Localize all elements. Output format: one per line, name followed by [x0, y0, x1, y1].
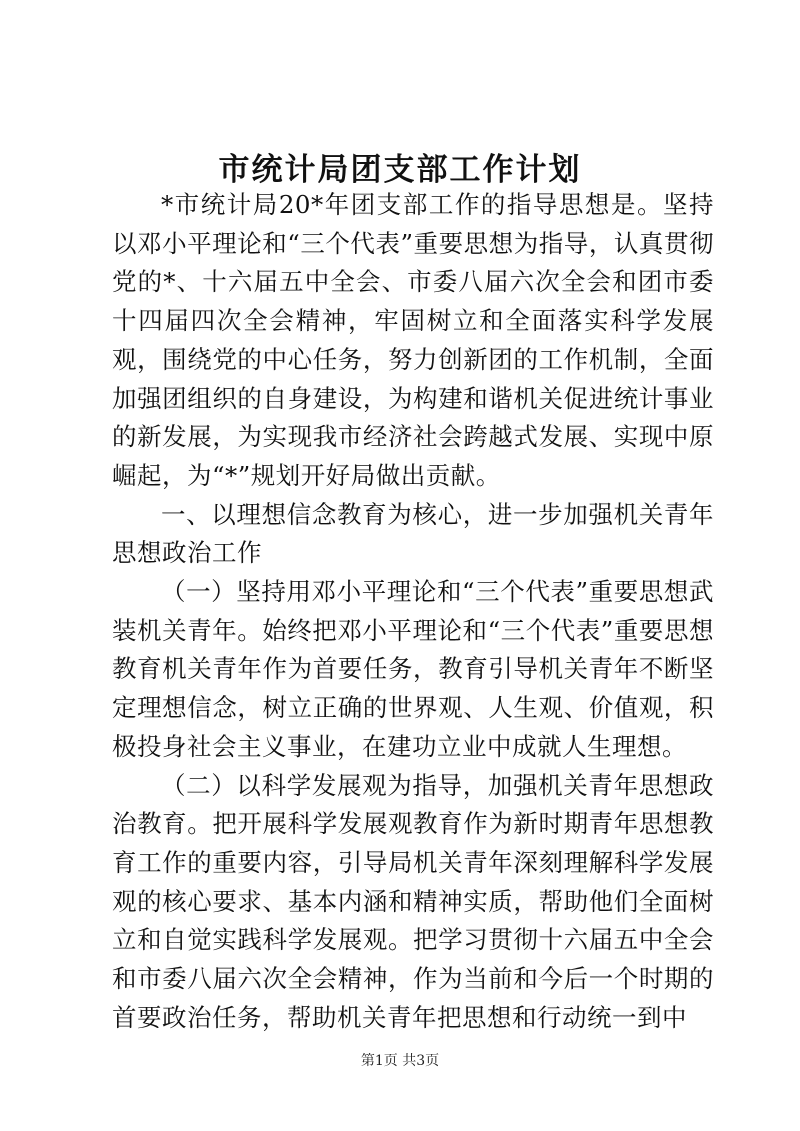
section-heading-one: 一、以理想信念教育为核心，进一步加强机关青年思想政治工作 — [112, 499, 714, 568]
subsection-paragraph-one: （一）坚持用邓小平理论和“三个代表”重要思想武装机关青年。始终把邓小平理论和“三个代表”重要思想教育机关青年作为首要任务，教育引导机关青年不断坚定理想信念，树立正确的世界观、人生观、价值观，积极投身社会主义事业，在建功立业中成就人生理想。 — [112, 577, 714, 761]
document-body — [112, 186, 714, 1037]
document-title: 市统计局团支部工作计划 — [218, 152, 582, 188]
subsection-paragraph-two: （二）以科学发展观为指导，加强机关青年思想政治教育。把开展科学发展观教育作为新时期青年思想教育工作的重要内容，引导局机关青年深刻理解科学发展观的核心要求、基本内涵和精神实质，帮助他们全面树立和自觉实践科学发展观。把学习贯彻十六届五中全会和市委八届六次全会精神，作为当前和今后一个时期的首要政治任务，帮助机关青年把思想和行动统一到中 — [112, 770, 714, 1032]
page-number-footer: 第1页 共3页 — [360, 1053, 440, 1069]
intro-paragraph: *市统计局20*年团支部工作的指导思想是。坚持以邓小平理论和“三个代表”重要思想为指导，认真贯彻党的*、十六届五中全会、市委八届六次全会和团市委十四届四次全会精神，牢固树立和全面落实科学发展观，围绕党的中心任务，努力创新团的工作机制，全面加强团组织的自身建设，为构建和谐机关促进统计事业的新发展，为实现我市经济社会跨越式发展、实现中原崛起，为“*”规划开好局做出贡献。 — [112, 190, 714, 490]
